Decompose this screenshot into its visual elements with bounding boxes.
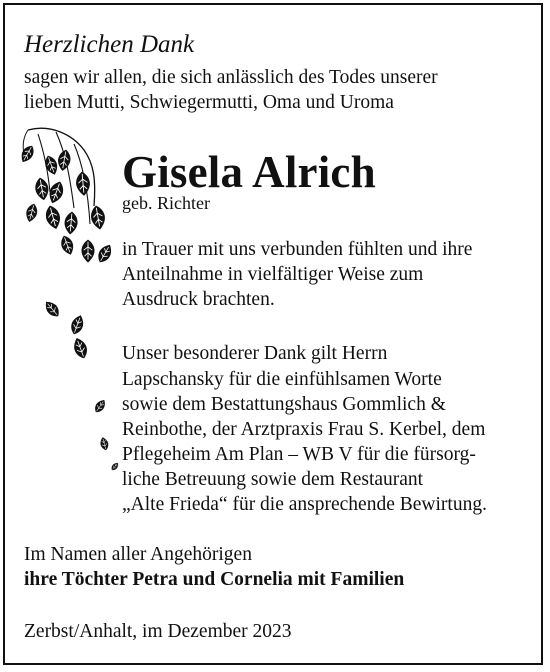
notice-heading: Herzlichen Dank bbox=[24, 31, 195, 58]
maiden-name: geb. Richter bbox=[122, 193, 210, 213]
birch-leaves-icon bbox=[10, 120, 120, 480]
place-date: Zerbst/Anhalt, im Dezember 2023 bbox=[24, 621, 292, 642]
intro-line: lieben Mutti, Schwiegermutti, Oma und Uroma bbox=[24, 92, 394, 113]
body-line: Ausdruck brachten. bbox=[122, 289, 275, 310]
body-line: Anteilnahme in vielfältiger Weise zum bbox=[122, 264, 424, 285]
body-line: Lapschansky für die einfühlsamen Worte bbox=[122, 369, 442, 390]
deceased-name: Gisela Alrich bbox=[122, 147, 376, 197]
body-line: sowie dem Bestattungshaus Gommlich & bbox=[122, 394, 446, 415]
body-line: Pflegeheim Am Plan – WB V für die fürsorg- bbox=[122, 444, 476, 465]
body-line: „Alte Frieda“ für die ansprechende Bewirtung. bbox=[122, 494, 487, 515]
intro-line: sagen wir allen, die sich anlässlich des Todes unserer bbox=[24, 67, 438, 88]
signature-intro: Im Namen aller Angehörigen bbox=[24, 544, 252, 565]
signature-family: ihre Töchter Petra und Cornelia mit Familien bbox=[24, 569, 405, 590]
body-line: Reinbothe, der Arztpraxis Frau S. Kerbel, dem bbox=[122, 419, 486, 440]
body-line: in Trauer mit uns verbunden fühlten und ihre bbox=[122, 239, 473, 260]
body-line: liche Betreuung sowie dem Restaurant bbox=[122, 469, 424, 490]
body-line: Unser besonderer Dank gilt Herrn bbox=[122, 343, 388, 364]
